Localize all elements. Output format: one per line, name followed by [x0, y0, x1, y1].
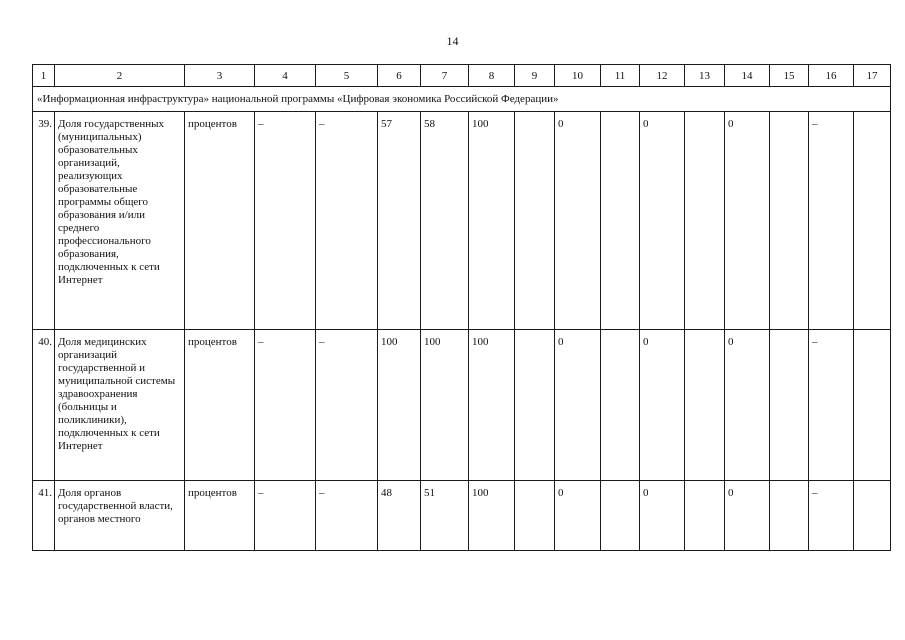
value-cell [515, 112, 555, 330]
row-number: 40. [33, 330, 55, 481]
column-number: 1 [33, 65, 55, 87]
unit-cell: процентов [185, 481, 255, 551]
value-cell: – [316, 481, 378, 551]
value-cell: 100 [469, 481, 515, 551]
value-cell [685, 330, 725, 481]
value-cell [854, 481, 891, 551]
value-cell: – [255, 481, 316, 551]
value-cell [685, 112, 725, 330]
value-cell [515, 481, 555, 551]
column-number: 7 [421, 65, 469, 87]
value-cell: 100 [469, 330, 515, 481]
column-number: 13 [685, 65, 725, 87]
column-number: 4 [255, 65, 316, 87]
section-row [33, 87, 891, 112]
value-cell [515, 330, 555, 481]
indicator-name: Доля государственных (муниципальных) образовательных организаций, реализующих образовательные программы общего образования и/или среднего профессионального образования, подключенных к сети Интернет [55, 112, 185, 330]
value-cell [770, 112, 809, 330]
value-cell: 0 [725, 481, 770, 551]
value-cell: – [255, 112, 316, 330]
unit-cell: процентов [185, 112, 255, 330]
value-cell: 51 [421, 481, 469, 551]
indicator-name: Доля медицинских организаций государственной и муниципальной системы здравоохранения (больницы и поликлиники), подключенных к сети Интернет [55, 330, 185, 481]
value-cell: 0 [640, 330, 685, 481]
column-number: 3 [185, 65, 255, 87]
column-number: 2 [55, 65, 185, 87]
column-number: 14 [725, 65, 770, 87]
value-cell: 0 [640, 112, 685, 330]
column-number: 17 [854, 65, 891, 87]
value-cell: 0 [725, 330, 770, 481]
value-cell [601, 481, 640, 551]
value-cell: 57 [378, 112, 421, 330]
value-cell [601, 330, 640, 481]
column-number: 11 [601, 65, 640, 87]
row-number: 39. [33, 112, 55, 330]
value-cell [601, 112, 640, 330]
unit-cell: процентов [185, 330, 255, 481]
table-row [33, 330, 891, 481]
value-cell: – [809, 112, 854, 330]
table-row [33, 481, 891, 551]
value-cell: 100 [421, 330, 469, 481]
value-cell: – [316, 112, 378, 330]
value-cell: – [809, 481, 854, 551]
value-cell: – [809, 330, 854, 481]
column-number: 6 [378, 65, 421, 87]
table-row [33, 112, 891, 330]
column-number: 8 [469, 65, 515, 87]
column-number-row [33, 65, 891, 87]
value-cell: 58 [421, 112, 469, 330]
page-number: 14 [446, 34, 459, 48]
column-number: 9 [515, 65, 555, 87]
value-cell [770, 481, 809, 551]
value-cell: 0 [555, 112, 601, 330]
value-cell: 0 [555, 481, 601, 551]
value-cell [770, 330, 809, 481]
value-cell: 0 [555, 330, 601, 481]
value-cell: 48 [378, 481, 421, 551]
column-number: 16 [809, 65, 854, 87]
column-number: 10 [555, 65, 601, 87]
section-title: «Информационная инфраструктура» национальной программы «Цифровая экономика Российской Федерации» [33, 87, 891, 112]
value-cell: – [316, 330, 378, 481]
value-cell: 0 [640, 481, 685, 551]
value-cell: 100 [378, 330, 421, 481]
indicator-name: Доля органов государственной власти, органов местного [55, 481, 185, 551]
column-number: 15 [770, 65, 809, 87]
value-cell: 100 [469, 112, 515, 330]
indicators-table [32, 64, 891, 551]
row-number: 41. [33, 481, 55, 551]
column-number: 5 [316, 65, 378, 87]
value-cell [854, 330, 891, 481]
value-cell: – [255, 330, 316, 481]
column-number: 12 [640, 65, 685, 87]
value-cell [685, 481, 725, 551]
value-cell: 0 [725, 112, 770, 330]
value-cell [854, 112, 891, 330]
